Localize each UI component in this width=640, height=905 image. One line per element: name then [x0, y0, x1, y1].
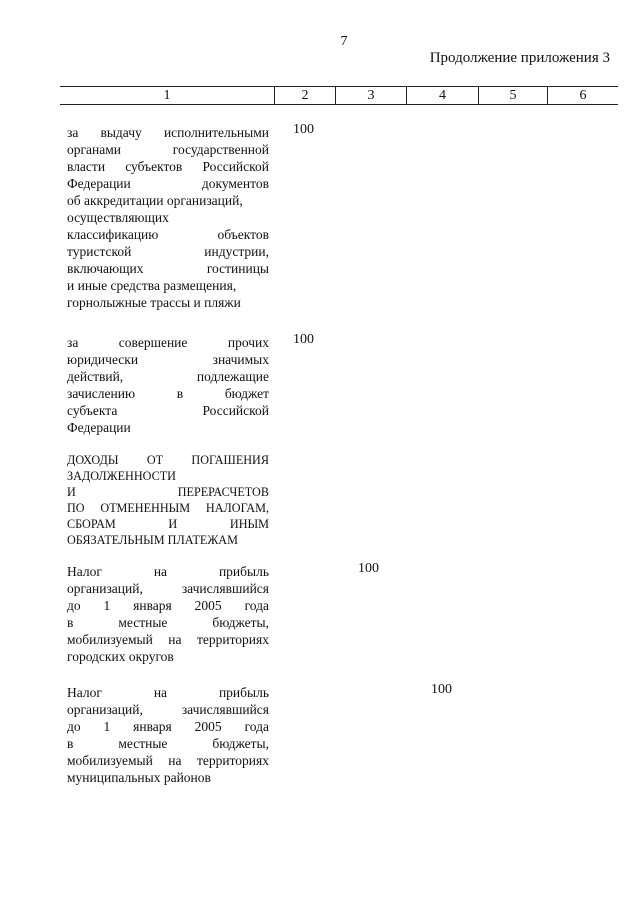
- column-header-table: [60, 86, 618, 105]
- row-text-line: органами государственной: [67, 142, 269, 157]
- row-text-line: туристской индустрии,: [67, 244, 269, 259]
- column-header-2: 2: [275, 87, 336, 105]
- row-text-line: власти субъектов Российской: [67, 159, 269, 174]
- row-text-line: и иные средства размещения,: [67, 278, 237, 293]
- row-text-line: за выдачу исполнительными: [67, 125, 269, 140]
- page-number: 7: [340, 34, 348, 49]
- row-text-line: СБОРАМ И ИНЫМ: [67, 517, 269, 531]
- column-header-4: 4: [407, 87, 479, 105]
- column-header-row: [60, 87, 618, 105]
- column-header-5: 5: [479, 87, 548, 105]
- row-text-line: мобилизуемый на территориях: [67, 632, 269, 647]
- row-text-line: за совершение прочих: [67, 335, 269, 350]
- row-text-line: включающих гостиницы: [67, 261, 269, 276]
- table-row-text: [67, 563, 269, 665]
- row-text-line: горнолыжные трассы и пляжи: [67, 295, 241, 310]
- row-text-line: классификацию объектов: [67, 227, 269, 242]
- row-text-line: ОБЯЗАТЕЛЬНЫМ ПЛАТЕЖАМ: [67, 533, 238, 547]
- row-text-line: ДОХОДЫ ОТ ПОГАШЕНИЯ: [67, 453, 269, 467]
- row-text-line: муниципальных районов: [67, 770, 211, 785]
- row-text-line: ЗАДОЛЖЕННОСТИ: [67, 469, 176, 483]
- table-row-text: [67, 334, 269, 436]
- row-text-line: зачислению в бюджет: [67, 386, 269, 401]
- table-row-text: [67, 124, 269, 311]
- row-text-line: Налог на прибыль: [67, 564, 269, 579]
- table-row-text: [67, 452, 269, 548]
- row-text-line: юридически значимых: [67, 352, 269, 367]
- row-text-line: в местные бюджеты,: [67, 615, 269, 630]
- row-text-line: до 1 января 2005 года: [67, 598, 269, 613]
- row-text-line: организаций, зачислявшийся: [67, 581, 269, 596]
- row-text-line: в местные бюджеты,: [67, 736, 269, 751]
- row-text-line: до 1 января 2005 года: [67, 719, 269, 734]
- row-text-line: осуществляющих: [67, 210, 169, 225]
- column-header-6: 6: [548, 87, 619, 105]
- row-text-line: Федерации: [67, 420, 131, 435]
- row-value: 100: [293, 332, 314, 347]
- row-value: 100: [431, 682, 452, 697]
- row-text-line: организаций, зачислявшийся: [67, 702, 269, 717]
- row-text-line: И ПЕРЕРАСЧЕТОВ: [67, 485, 269, 499]
- row-value: 100: [293, 122, 314, 137]
- row-text-line: действий, подлежащие: [67, 369, 269, 384]
- row-value: 100: [358, 561, 379, 576]
- row-text-line: об аккредитации организаций,: [67, 193, 243, 208]
- row-text-line: Налог на прибыль: [67, 685, 269, 700]
- column-header-1: 1: [60, 87, 275, 105]
- table-row-text: [67, 684, 269, 786]
- row-text-line: мобилизуемый на территориях: [67, 753, 269, 768]
- row-text-line: городских округов: [67, 649, 174, 664]
- row-text-line: субъекта Российской: [67, 403, 269, 418]
- row-text-line: Федерации документов: [67, 176, 269, 191]
- column-header-3: 3: [336, 87, 407, 105]
- row-text-line: ПО ОТМЕНЕННЫМ НАЛОГАМ,: [67, 501, 269, 515]
- continuation-label: Продолжение приложения 3: [429, 50, 610, 66]
